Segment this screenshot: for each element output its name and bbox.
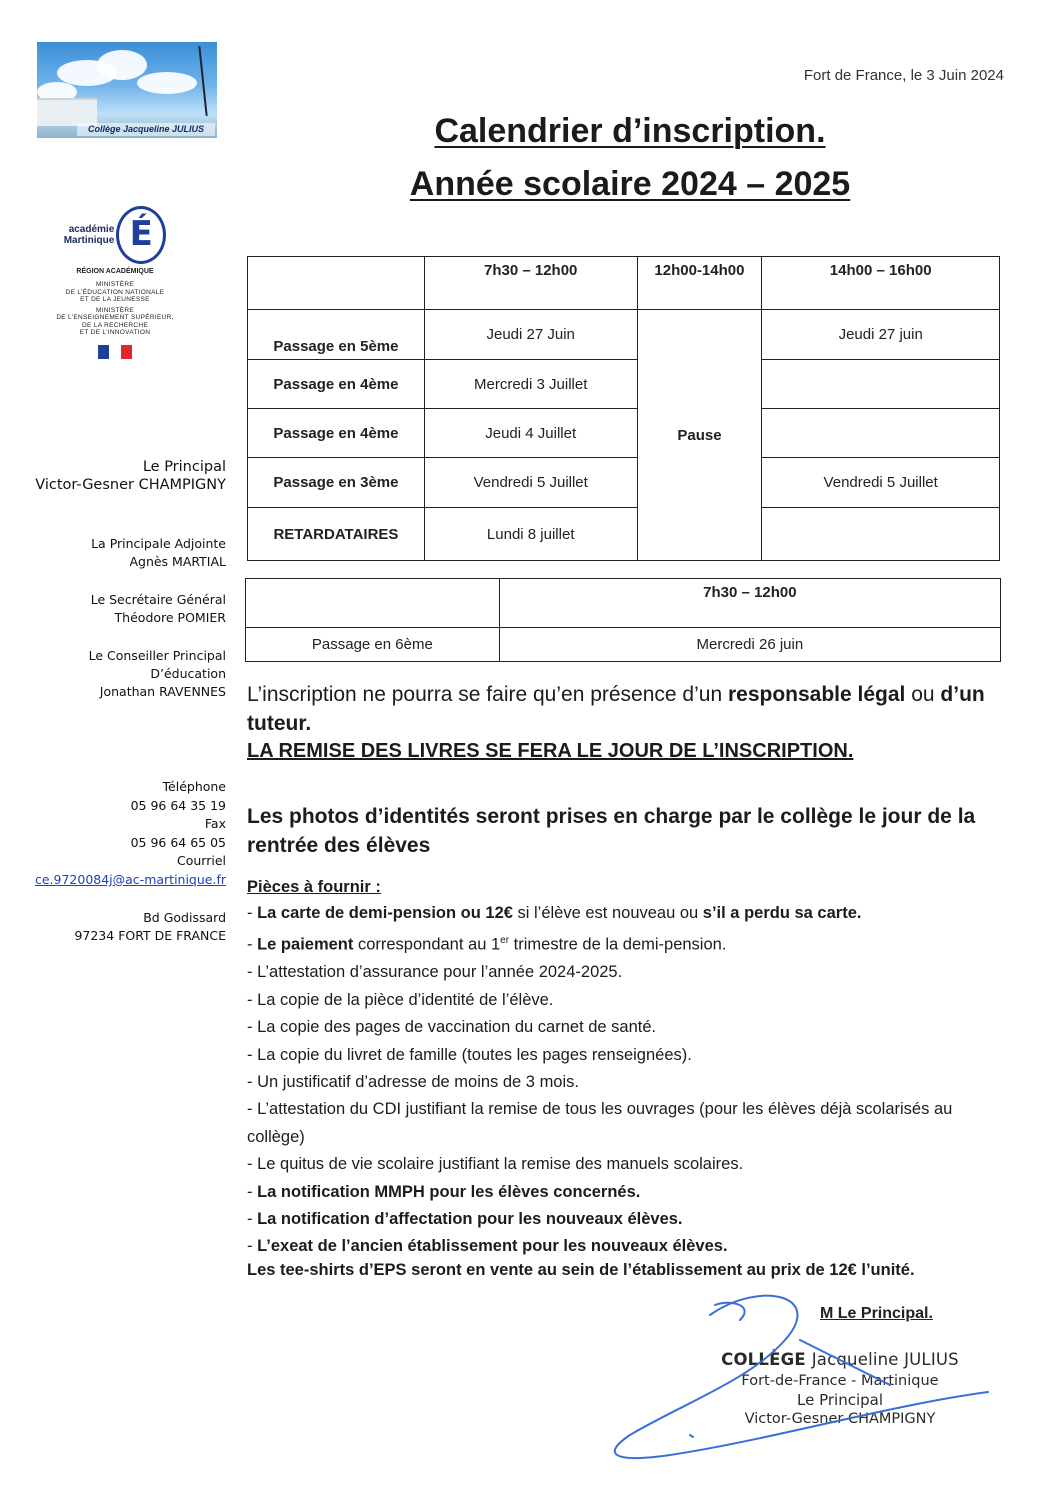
row-morning: Lundi 8 juillet	[424, 508, 637, 561]
list-item: - La carte de demi-pension ou 12€ si l’élève est nouveau ou s’il a perdu sa carte.	[247, 904, 862, 922]
address-block: Bd Godissard 97234 FORT DE FRANCE	[74, 910, 226, 943]
list-item: - L’attestation d’assurance pour l’année 2024-2025.	[247, 963, 623, 982]
phone-number: 05 96 64 35 19	[130, 797, 226, 813]
schedule-6eme-header-row	[246, 579, 1001, 628]
academy-name: académie Martinique	[63, 224, 115, 246]
list-item: - La notification MMPH pour les élèves concernés.	[247, 1182, 641, 1201]
list-item: - Le paiement correspondant au 1er trimestre de la demi-pension.	[247, 935, 727, 954]
signature-title: M Le Principal.	[820, 1305, 933, 1322]
documents-title: Pièces à fournir :	[247, 878, 381, 896]
tshirts-notice: Les tee-shirts d’EPS seront en vente au sein de l’établissement au prix de 12€ l’unité.	[247, 1261, 915, 1279]
official-stamp: COLLÈGE Jacqueline JULIUS Fort-de-France - Martinique Le Principal Victor-Gesner CHAMPIGNY	[721, 1350, 959, 1427]
french-flag-icon	[98, 345, 132, 359]
schedule-table	[247, 256, 1000, 561]
region-label: RÉGION ACADÉMIQUE	[76, 268, 154, 275]
row-afternoon	[762, 508, 1000, 561]
documents-list	[247, 900, 1007, 1261]
table-row	[248, 508, 1000, 561]
header-cell-morning: 7h30 – 12h00	[424, 257, 637, 310]
college-logo	[37, 42, 217, 138]
schedule-header-row	[248, 257, 1000, 310]
row-label: Passage en 5ème	[248, 310, 425, 360]
fax-number: 05 96 64 65 05	[130, 834, 226, 850]
list-item: - La copie de la pièce d’identité de l’élève.	[247, 990, 554, 1009]
row-afternoon	[762, 409, 1000, 458]
academy-logo-block	[40, 206, 190, 359]
ministry-higher-education: MINISTÈRE DE L’ENSEIGNEMENT SUPÉRIEUR, DE LA RECHERCHE ET DE L’INNOVATION	[56, 306, 174, 336]
table-row	[248, 360, 1000, 409]
row-morning: Vendredi 5 Juillet	[424, 458, 637, 508]
schedule-6eme-table	[245, 578, 1001, 662]
table-row	[248, 310, 1000, 360]
list-item: - La notification d’affectation pour les nouveaux élèves.	[247, 1209, 683, 1228]
row-label: RETARDATAIRES	[248, 508, 425, 561]
logo-college-name: Collège Jacqueline JULIUS	[77, 123, 215, 136]
email-link[interactable]: ce.9720084j@ac-martinique.fr	[34, 871, 226, 887]
list-item: - Le quitus de vie scolaire justifiant la remise des manuels scolaires.	[247, 1155, 744, 1174]
page-title: Calendrier d’inscription.	[434, 112, 826, 150]
row-label: Passage en 4ème	[248, 360, 425, 409]
pause-cell: Pause	[637, 310, 762, 561]
books-notice: LA REMISE DES LIVRES SE FERA LE JOUR DE L’INSCRIPTION.	[247, 740, 854, 762]
contact-block: Téléphone 05 96 64 35 19 Fax 05 96 64 65 05 Courriel ce.9720084j@ac-martinique.fr	[35, 778, 226, 890]
row-afternoon	[762, 360, 1000, 409]
row-morning: Mercredi 3 Juillet	[424, 360, 637, 409]
table-row	[248, 409, 1000, 458]
list-item: - La copie du livret de famille (toutes les pages renseignées).	[247, 1045, 692, 1064]
academy-e-icon: É	[116, 206, 166, 264]
header-cell-empty	[248, 257, 425, 310]
guardian-notice: L’inscription ne pourra se faire qu’en présence d’un responsable légal ou d’un tuteur.	[247, 683, 985, 735]
row-label: Passage en 3ème	[248, 458, 425, 508]
row-morning: Mercredi 26 juin	[499, 628, 1000, 662]
row-morning: Jeudi 4 Juillet	[424, 409, 637, 458]
header-cell-empty	[246, 579, 500, 628]
ministry-education: MINISTÈRE DE L’ÉDUCATION NATIONALE ET DE LA JEUNESSE	[65, 281, 165, 303]
list-item: - Un justificatif d’adresse de moins de 3 mois.	[247, 1072, 579, 1091]
page-subtitle: Année scolaire 2024 – 2025	[409, 165, 851, 203]
header-cell-morning: 7h30 – 12h00	[499, 579, 1000, 628]
header-cell-afternoon: 14h00 – 16h00	[762, 257, 1000, 310]
secretary-general-block: Le Secrétaire Général Théodore POMIER	[90, 592, 226, 625]
document-date: Fort de France, le 3 Juin 2024	[803, 67, 1004, 84]
principal-block: Le Principal Victor-Gesner CHAMPIGNY	[35, 459, 226, 493]
handwritten-signature	[590, 1285, 1010, 1465]
table-row	[246, 628, 1001, 662]
education-counselor-block: Le Conseiller Principal D’éducation Jonathan RAVENNES	[88, 648, 226, 699]
table-row	[248, 458, 1000, 508]
list-item: - L’exeat de l’ancien établissement pour les nouveaux élèves.	[247, 1237, 728, 1256]
photos-notice: Les photos d’identités seront prises en charge par le collège le jour de la rentrée des élèves	[247, 805, 976, 857]
row-label: Passage en 4ème	[248, 409, 425, 458]
row-afternoon: Vendredi 5 Juillet	[762, 458, 1000, 508]
list-item: - L’attestation du CDI justifiant la remise de tous les ouvrages (pour les élèves déjà scolarisés au collège)	[247, 1100, 953, 1146]
row-afternoon: Jeudi 27 juin	[762, 310, 1000, 360]
row-label: Passage en 6ème	[246, 628, 500, 662]
list-item: - La copie des pages de vaccination du carnet de santé.	[247, 1018, 657, 1037]
row-morning: Jeudi 27 Juin	[424, 310, 637, 360]
header-cell-lunch: 12h00-14h00	[637, 257, 762, 310]
deputy-principal-block: La Principale Adjointe Agnès MARTIAL	[91, 536, 226, 569]
